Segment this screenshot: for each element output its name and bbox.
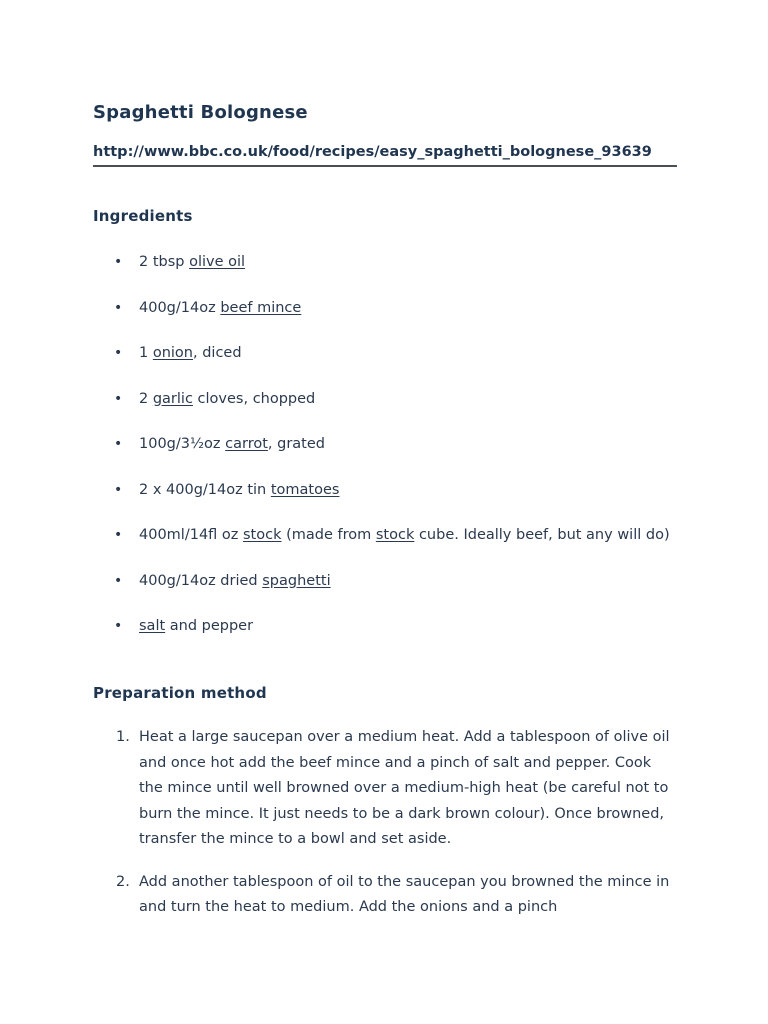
ingredient-item [93, 522, 677, 548]
bullet-icon: • [114, 299, 123, 316]
step-number: 1. [116, 729, 130, 745]
bullet-icon: • [114, 572, 123, 589]
ingredient-text: cube. Ideally beef, but any will do) [414, 527, 670, 543]
ingredient-link[interactable]: salt [139, 618, 166, 634]
ingredient-link[interactable]: carrot [225, 436, 268, 452]
bullet-icon: • [114, 481, 123, 498]
step-text: Heat a large saucepan over a medium heat. Add a tablespoon of olive oil and once hot add the beef mince and a pinch of salt and pepper. Cook the mince until well browned over a medium-high heat (be careful not to burn the mince. It just needs to be a dark brown colour). Once browned, transfer the mince to a bowl and set aside. [139, 729, 670, 847]
ingredient-text: and pepper [165, 618, 254, 634]
ingredients-list [93, 249, 677, 659]
ingredient-text: cloves, chopped [192, 390, 316, 407]
ingredient-text: 400ml/14fl oz [139, 527, 243, 543]
source-url[interactable]: http://www.bbc.co.uk/food/recipes/easy_spaghetti_bolognese_93639 [93, 140, 677, 167]
ingredient-text: , diced [193, 345, 242, 361]
ingredient-text: 2 tbsp [139, 254, 190, 270]
ingredient-text: 2 x 400g/14oz tin [139, 481, 271, 498]
bullet-icon: • [114, 390, 123, 407]
ingredient-item [93, 249, 677, 275]
ingredient-link[interactable]: beef mince [220, 299, 302, 316]
bullet-icon: • [114, 618, 123, 634]
method-list [93, 725, 677, 938]
bullet-icon: • [114, 345, 123, 361]
ingredient-link[interactable]: stock [375, 527, 415, 543]
ingredient-text: 1 [139, 345, 153, 361]
ingredient-link[interactable]: garlic [152, 390, 193, 407]
ingredient-item [93, 386, 677, 412]
ingredient-link[interactable]: onion [152, 345, 193, 361]
ingredient-text: (made from [281, 527, 376, 543]
ingredient-text: 100g/3½oz [139, 436, 226, 452]
ingredient-link[interactable]: spaghetti [262, 572, 331, 589]
ingredient-item [93, 295, 677, 321]
method-step [93, 870, 677, 921]
page-title: Spaghetti Bolognese [93, 102, 308, 123]
step-text: Add another tablespoon of oil to the saucepan you browned the mince in and turn the heat to medium. Add the onions and a pinch [139, 873, 670, 915]
bullet-icon: • [114, 254, 123, 270]
ingredient-item [93, 568, 677, 594]
bullet-icon: • [114, 436, 123, 452]
ingredient-text: 400g/14oz dried [139, 572, 263, 589]
ingredient-item [93, 431, 677, 457]
method-heading: Preparation method [93, 684, 267, 702]
ingredient-item [93, 340, 677, 366]
bullet-icon: • [114, 527, 123, 543]
step-number: 2. [116, 873, 130, 890]
ingredient-item [93, 477, 677, 503]
ingredient-link[interactable]: olive oil [189, 254, 246, 270]
ingredient-link[interactable]: stock [243, 527, 282, 543]
ingredient-text: 400g/14oz [139, 299, 221, 316]
ingredient-text: , grated [267, 436, 325, 452]
ingredients-heading: Ingredients [93, 207, 193, 225]
method-step [93, 725, 677, 853]
ingredient-text: 2 [139, 390, 153, 407]
ingredient-item [93, 613, 677, 639]
ingredient-link[interactable]: tomatoes [270, 481, 340, 498]
